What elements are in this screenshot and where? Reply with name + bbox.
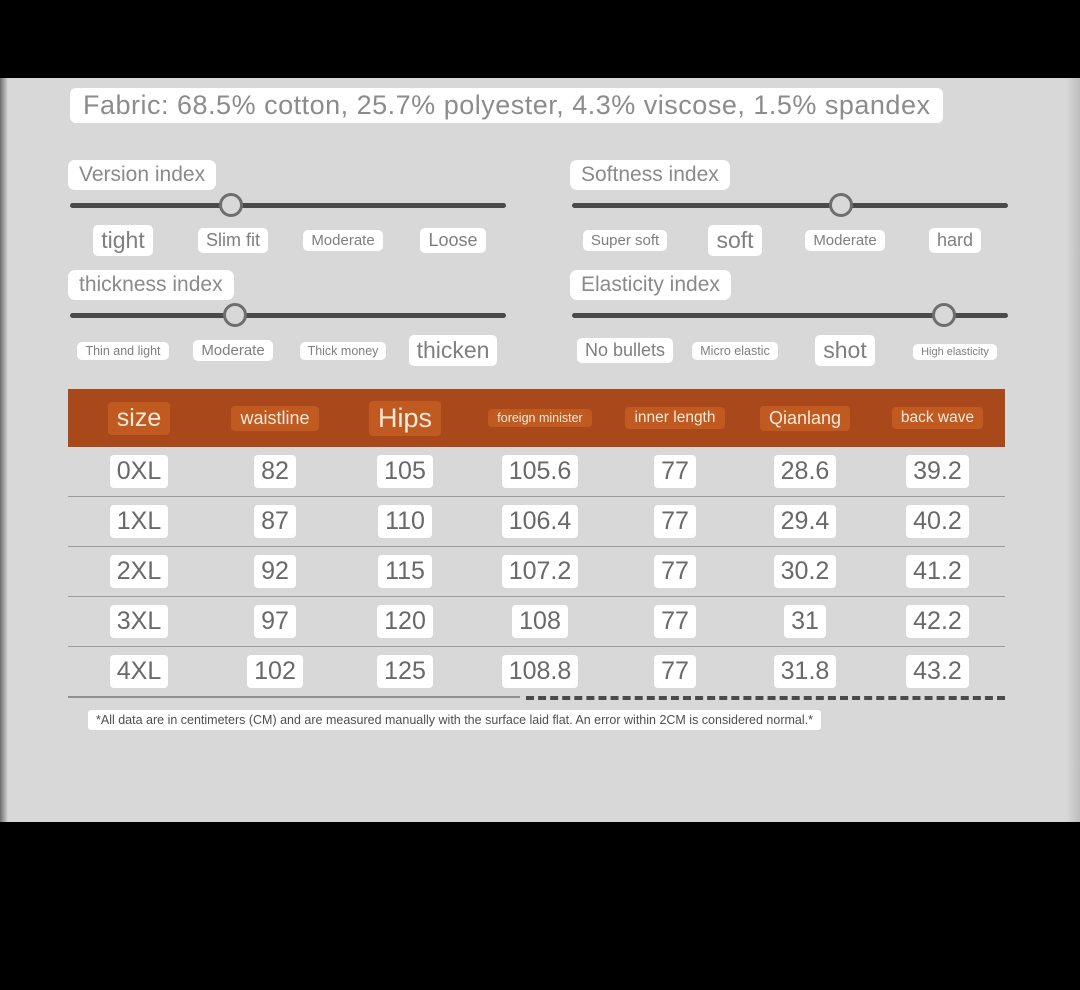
table-cell-value: 4XL <box>110 655 168 688</box>
slider-track-area <box>570 193 1010 217</box>
slider-track-area <box>68 193 508 217</box>
slider-scale-label: soft <box>708 225 761 256</box>
slider-scale-slot <box>68 225 178 256</box>
slider-scale-label: No bullets <box>577 338 673 363</box>
slider-scale-label: Thick money <box>300 342 387 360</box>
slider-scale-labels <box>570 225 1010 256</box>
slider-scale-slot <box>680 225 790 256</box>
slider-scale-label: Loose <box>420 228 485 253</box>
table-cell-value: 3XL <box>110 605 168 638</box>
table-cell-value: 108.8 <box>502 655 579 688</box>
size-chart-header-cell: back wave <box>892 407 983 429</box>
letterbox-top <box>0 0 1080 78</box>
slider-scale-slot <box>398 335 508 366</box>
table-cell-value: 87 <box>254 505 296 538</box>
table-cell-value: 108 <box>512 605 568 638</box>
table-cell-value: 120 <box>377 605 433 638</box>
slider-title-label: Elasticity index <box>570 270 731 300</box>
slider-scale-label: High elasticity <box>913 344 997 360</box>
slider-scale-label: Thin and light <box>77 342 168 360</box>
table-cell-value: 42.2 <box>906 605 969 638</box>
slider-scale-label: Moderate <box>805 230 884 251</box>
slider-scale-label: Moderate <box>193 340 272 361</box>
slider-track <box>70 203 506 208</box>
slider-knob <box>223 303 247 327</box>
table-cell-value: 82 <box>254 455 296 488</box>
slider-scale-label: Moderate <box>303 230 382 251</box>
slider-scale-slot <box>680 342 790 360</box>
slider-scale-slot <box>288 230 398 251</box>
slider-scale-label: tight <box>93 225 152 256</box>
table-cell-value: 77 <box>654 505 696 538</box>
slider-scale-slot <box>68 342 178 360</box>
table-cell-value: 39.2 <box>906 455 969 488</box>
size-chart-header-row <box>68 389 1005 447</box>
table-cell-value: 2XL <box>110 555 168 588</box>
table-cell-value: 28.6 <box>774 455 837 488</box>
table-row <box>68 447 1005 497</box>
slider-scale-slot <box>900 342 1010 360</box>
fabric-composition-banner: Fabric: 68.5% cotton, 25.7% polyester, 4.3% viscose, 1.5% spandex <box>70 88 943 123</box>
size-chart-header-cell: Qianlang <box>760 406 850 431</box>
table-cell-value: 40.2 <box>906 505 969 538</box>
table-cell-value: 102 <box>247 655 303 688</box>
slider-track-area <box>68 303 508 327</box>
slider-softness-index <box>570 160 1010 256</box>
table-cell-value: 0XL <box>110 455 168 488</box>
slider-scale-label: thicken <box>409 335 498 366</box>
slider-knob <box>219 193 243 217</box>
table-cell-value: 41.2 <box>906 555 969 588</box>
table-cell-value: 125 <box>377 655 433 688</box>
table-cell-value: 77 <box>654 605 696 638</box>
table-cell-value: 77 <box>654 555 696 588</box>
slider-scale-label: Micro elastic <box>692 342 777 360</box>
table-cell-value: 29.4 <box>774 505 837 538</box>
table-cell-value: 97 <box>254 605 296 638</box>
measurement-footnote: *All data are in centimeters (CM) and are measured manually with the surface laid flat. An error within 2CM is considered normal.* <box>88 710 821 730</box>
slider-scale-label: hard <box>929 228 981 253</box>
size-chart-header-cell: foreign minister <box>488 409 591 427</box>
table-row <box>68 497 1005 547</box>
slider-knob <box>932 303 956 327</box>
slider-scale-label: Slim fit <box>198 228 268 253</box>
table-cell-value: 31.8 <box>774 655 837 688</box>
size-chart-header-cell: waistline <box>231 406 318 431</box>
slider-knob <box>829 193 853 217</box>
table-cell-value: 105 <box>377 455 433 488</box>
slider-version-index <box>68 160 508 256</box>
size-chart-table <box>68 389 1005 702</box>
slider-scale-slot <box>570 230 680 251</box>
slider-scale-slot <box>790 335 900 366</box>
slider-title-label: Softness index <box>570 160 730 190</box>
slider-scale-labels <box>68 225 508 256</box>
table-bottom-border-solid <box>68 696 520 698</box>
slider-scale-label: shot <box>815 335 874 366</box>
slider-title-label: Version index <box>68 160 216 190</box>
slider-title-label: thickness index <box>68 270 234 300</box>
table-cell-value: 106.4 <box>502 505 579 538</box>
slider-elasticity-index <box>570 270 1010 366</box>
table-row <box>68 597 1005 647</box>
table-row <box>68 647 1005 696</box>
slider-track <box>70 313 506 318</box>
table-cell-value: 92 <box>254 555 296 588</box>
size-chart-header-cell: size <box>108 402 170 435</box>
slider-scale-slot <box>288 342 398 360</box>
slider-scale-label: Super soft <box>583 230 667 251</box>
table-bottom-border <box>68 696 1005 702</box>
slider-thickness-index <box>68 270 508 366</box>
slider-scale-labels <box>570 335 1010 366</box>
size-chart-body <box>68 447 1005 696</box>
table-cell-value: 30.2 <box>774 555 837 588</box>
slider-track <box>572 203 1008 208</box>
table-cell-value: 77 <box>654 655 696 688</box>
table-cell-value: 77 <box>654 455 696 488</box>
table-cell-value: 110 <box>378 505 432 538</box>
size-chart-header-cell: inner length <box>625 407 724 429</box>
table-bottom-border-dashed <box>526 696 1005 700</box>
size-chart-header-cell: Hips <box>369 401 441 436</box>
slider-scale-slot <box>178 340 288 361</box>
slider-scale-labels <box>68 335 508 366</box>
table-cell-value: 43.2 <box>906 655 969 688</box>
table-cell-value: 105.6 <box>502 455 579 488</box>
slider-scale-slot <box>900 228 1010 253</box>
table-cell-value: 115 <box>378 555 432 588</box>
table-cell-value: 1XL <box>110 505 168 538</box>
slider-scale-slot <box>178 228 288 253</box>
table-cell-value: 31 <box>784 605 826 638</box>
slider-scale-slot <box>398 228 508 253</box>
table-row <box>68 547 1005 597</box>
table-cell-value: 107.2 <box>502 555 579 588</box>
product-info-panel <box>0 78 1080 822</box>
slider-track-area <box>570 303 1010 327</box>
slider-scale-slot <box>570 338 680 363</box>
slider-scale-slot <box>790 230 900 251</box>
letterbox-bottom <box>0 822 1080 990</box>
